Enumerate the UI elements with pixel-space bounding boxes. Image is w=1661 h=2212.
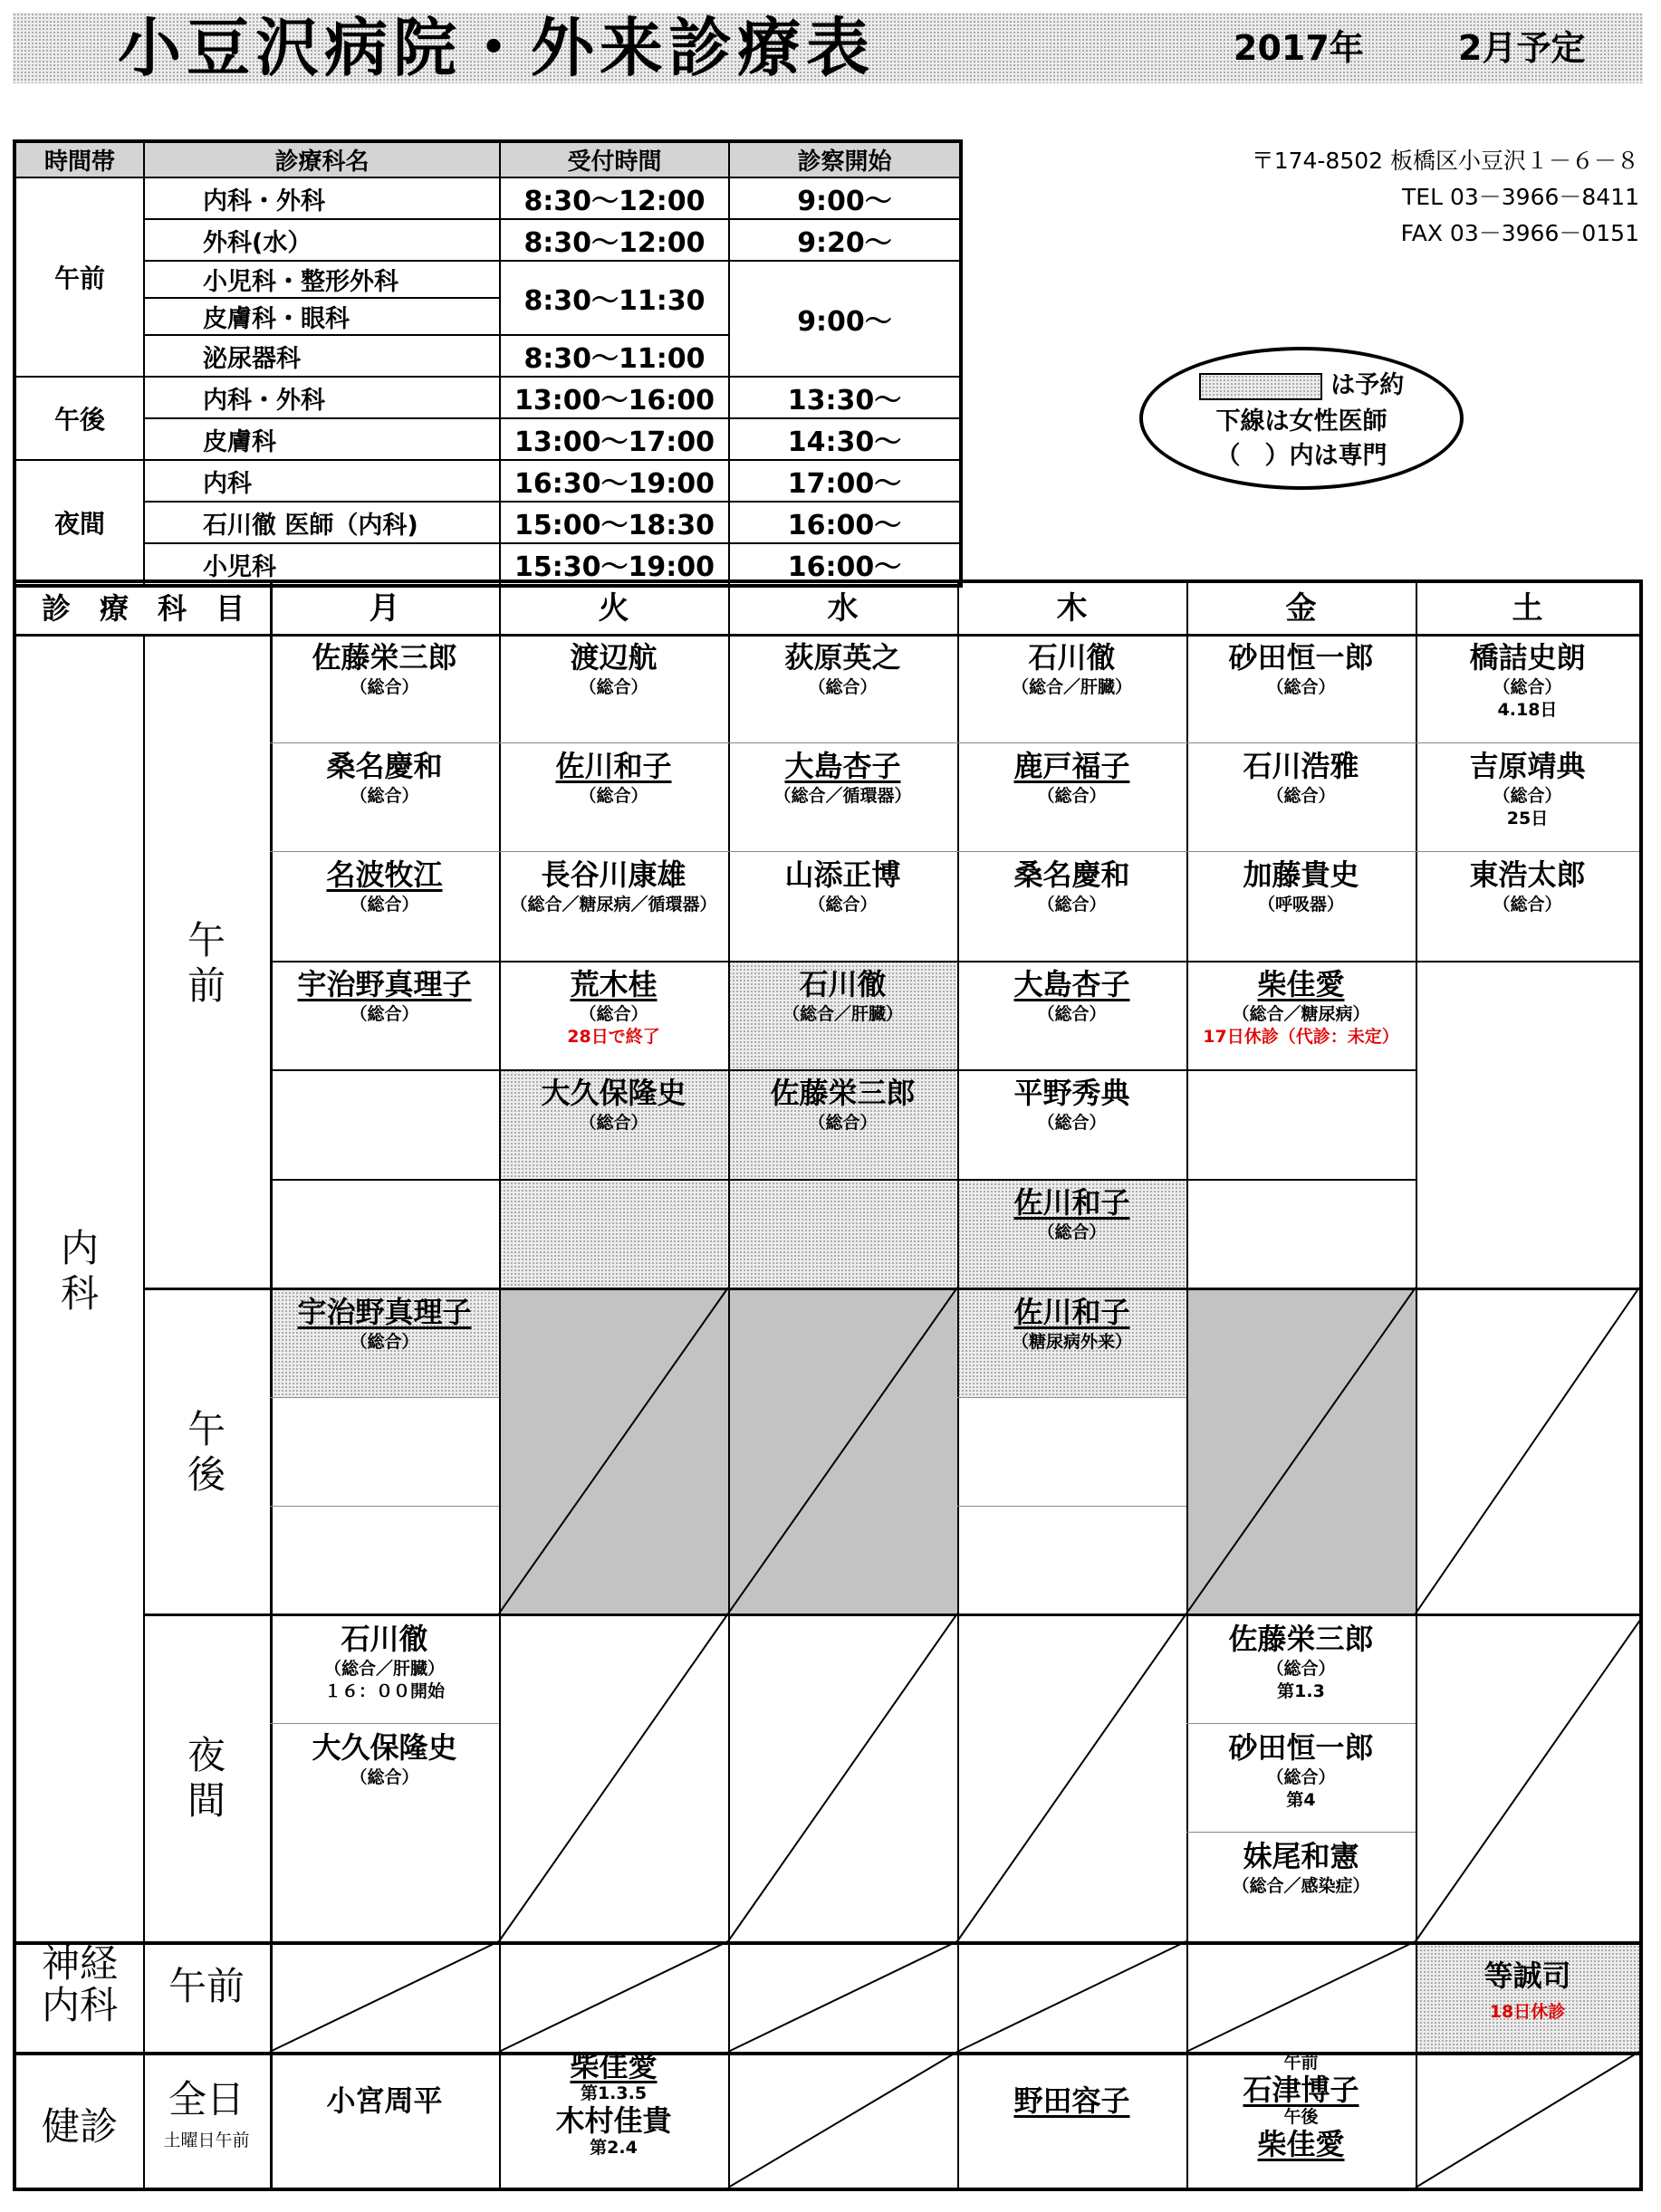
- doctor-cell: [499, 2050, 728, 2159]
- doctor-cell: [499, 966, 728, 1048]
- band-afternoon: 午後: [14, 377, 144, 460]
- row-separator: [1186, 1723, 1416, 1724]
- doctor-name: 等誠司: [1483, 1958, 1571, 1993]
- day-header-wed: 水: [827, 590, 859, 627]
- doctor-cell: [1186, 1621, 1416, 1702]
- reception-time: 15:00～18:30: [500, 502, 729, 543]
- doctor-specialty: （総合）: [1493, 786, 1562, 806]
- doctor-cell: [1186, 857, 1416, 916]
- doctor-cell: [728, 966, 957, 1026]
- doctor-name: 大久保隆史: [541, 1076, 686, 1110]
- doctor-note: 25日: [1506, 809, 1549, 828]
- diagonal-line: [270, 1941, 499, 2052]
- doctor-name: 大久保隆史: [312, 1730, 457, 1765]
- schedule-grid: [13, 579, 1643, 2191]
- page-title: 小豆沢病院・外来診療表: [118, 11, 875, 85]
- day-col-line: [499, 583, 501, 2188]
- day-col-line: [728, 583, 730, 2188]
- row-separator: [270, 1506, 499, 1507]
- legend-dotted-swatch: [1199, 373, 1322, 400]
- row-separator: [270, 851, 1639, 852]
- doctor-cell: [499, 639, 728, 699]
- dept-cell: 内科: [144, 460, 500, 502]
- doctor-time-label: 午前: [1283, 2053, 1319, 2073]
- doctor-cell: [957, 1075, 1186, 1135]
- reception-time: 8:30～12:00: [500, 219, 729, 261]
- day-header-thu: 木: [1056, 590, 1088, 627]
- doctor-name: 小宮周平: [326, 2083, 443, 2118]
- row-line: [728, 1069, 957, 1071]
- doctor-cell: [728, 748, 957, 808]
- doctor-cell: [270, 1729, 499, 1789]
- doctor-cell: [1186, 1729, 1416, 1811]
- doctor-specialty: （総合）: [579, 786, 648, 806]
- doctor-cell: [1186, 639, 1416, 699]
- doctor-name: 桑名慶和: [326, 749, 443, 783]
- start-time: 17:00～: [729, 460, 961, 502]
- legend-ellipse: [1139, 347, 1464, 490]
- day-header-fri: 金: [1285, 590, 1317, 627]
- doctor-specialty: （総合）: [1266, 1767, 1336, 1787]
- doctor-name: 野田容子: [1013, 2083, 1130, 2118]
- allday-label: 全日: [168, 2077, 245, 2121]
- closed-slot-diagonals: [16, 583, 1639, 2188]
- day-col-line: [270, 583, 273, 2188]
- header-bottom-line: [16, 634, 1639, 637]
- doctor-name: 佐藤栄三郎: [312, 640, 457, 675]
- doctor-cell: [957, 966, 1186, 1026]
- dept-cell: 外科(水）: [144, 219, 500, 261]
- doctor-name: 石川徹: [341, 1622, 428, 1656]
- doctor-specialty: （総合）: [350, 1767, 419, 1787]
- tel-number: TEL 03－3966－8411: [1402, 184, 1639, 210]
- doctor-name: 桑名慶和: [1013, 857, 1130, 892]
- dept-cell: 皮膚科: [144, 418, 500, 460]
- dept-cell: 小児科・整形外科: [144, 261, 500, 298]
- doctor-specialty: （総合）: [579, 1113, 648, 1133]
- band-morning: 午前: [14, 177, 144, 377]
- postal-address: 〒174-8502 板橋区小豆沢１－６－８: [1251, 148, 1639, 174]
- reception-hours-table: [13, 139, 963, 588]
- doctor-cell: [499, 1075, 728, 1135]
- doctor-cell: [1416, 1958, 1639, 2023]
- start-time: 16:00～: [729, 543, 961, 586]
- legend-underline-text: 下線は女性医師: [1215, 407, 1387, 436]
- doctor-name: 山添正博: [784, 857, 901, 892]
- dept-cell: 石川徹 医師（内科): [144, 502, 500, 543]
- doctor-cell: [270, 1294, 499, 1354]
- doctor-specialty: （総合）: [1266, 1659, 1336, 1679]
- doctor-name: 砂田恒一郎: [1228, 640, 1374, 675]
- doctor-name: 加藤貴史: [1243, 857, 1359, 892]
- doctor-cell: [499, 748, 728, 808]
- doctor-name: 柴佳愛: [1257, 2127, 1345, 2161]
- diagonal-line: [957, 1941, 1186, 2052]
- reception-time: 8:30～11:00: [500, 335, 729, 377]
- col-header: 診療科名: [144, 141, 500, 177]
- month-label: 2月予定: [1458, 28, 1586, 68]
- diagonal-line: [1416, 1288, 1639, 1614]
- row-separator: [1186, 1832, 1416, 1833]
- naika-label: 内 科: [60, 1226, 99, 1316]
- doctor-specialty: （総合）: [1037, 1222, 1107, 1242]
- doctor-name: 石川徹: [799, 967, 887, 1001]
- doctor-specialty: （総合）: [1037, 1113, 1107, 1133]
- diagonal-line: [728, 1941, 957, 2052]
- doctor-specialty: （総合）: [1266, 786, 1336, 806]
- row-line: [1416, 961, 1639, 962]
- kenshin-label: 健診: [41, 2104, 118, 2149]
- doctor-note: 第2.4: [590, 2138, 638, 2158]
- diagonal-line: [1416, 1614, 1639, 1941]
- start-time: 16:00～: [729, 502, 961, 543]
- row-line: [957, 1069, 1186, 1071]
- day-header-tue: 火: [598, 590, 629, 627]
- doctor-name: 大島杏子: [784, 749, 901, 783]
- dept-cell: 小児科: [144, 543, 500, 586]
- address-block: [1214, 143, 1639, 252]
- doctor-name: 橋詰史朗: [1469, 640, 1586, 675]
- start-time: 9:00～: [729, 261, 961, 377]
- doctor-note: 第4: [1286, 1790, 1316, 1810]
- doctor-name: 柴佳愛: [1257, 967, 1345, 1001]
- doctor-name: 荻原英之: [784, 640, 901, 675]
- band-night: 夜間: [14, 460, 144, 586]
- doctor-specialty: （総合／糖尿病／循環器）: [510, 895, 717, 914]
- diagonal-line: [1186, 1288, 1416, 1614]
- doctor-specialty: （総合）: [1493, 895, 1562, 914]
- doctor-specialty: （総合）: [350, 1332, 419, 1352]
- allday-note: 土曜日午前: [163, 2131, 250, 2150]
- col-header: 受付時間: [500, 141, 729, 177]
- row-line: [499, 1069, 728, 1071]
- doctor-cell: [957, 639, 1186, 699]
- doctor-cell: [270, 639, 499, 699]
- row-separator: [957, 1506, 1186, 1507]
- doctor-cell: [728, 639, 957, 699]
- doctor-cell: [957, 2083, 1186, 2119]
- doctor-note: 第1.3.5: [580, 2083, 648, 2103]
- doctor-name: 大島杏子: [1013, 967, 1130, 1001]
- naika-bottom-line: [16, 1941, 1639, 1945]
- reception-time: 8:30～12:00: [500, 177, 729, 219]
- doctor-cell: [1416, 857, 1639, 916]
- doctor-cell: [957, 748, 1186, 808]
- doctor-name: 佐藤栄三郎: [770, 1076, 916, 1110]
- doctor-name: 荒木桂: [570, 967, 658, 1001]
- doctor-specialty: （総合）: [808, 895, 878, 914]
- doctor-specialty: （総合）: [350, 1004, 419, 1024]
- diagonal-line: [1416, 2052, 1639, 2188]
- reception-time: 13:00～17:00: [500, 418, 729, 460]
- diagonal-line: [499, 1941, 728, 2052]
- row-separator: [270, 742, 1639, 743]
- am-label: 午 前: [187, 918, 226, 1008]
- doctor-name: 吉原靖典: [1469, 749, 1586, 783]
- doctor-name: 木村佳貴: [555, 2103, 672, 2138]
- doctor-note: 第1.3: [1277, 1681, 1325, 1701]
- pm-label: 午 後: [187, 1407, 226, 1497]
- doctor-cell: [1186, 748, 1416, 808]
- diagonal-line: [728, 1614, 957, 1941]
- reception-time: 13:00～16:00: [500, 377, 729, 418]
- row-separator: [270, 1397, 499, 1398]
- doctor-cell: [270, 1621, 499, 1702]
- dept-header: 診 療 科 目: [41, 591, 245, 626]
- doctor-specialty: （総合）: [1037, 786, 1107, 806]
- doctor-name: 佐川和子: [1013, 1295, 1130, 1329]
- doctor-specialty: （総合）: [350, 677, 419, 697]
- row-separator: [957, 1397, 1186, 1398]
- doctor-name: 砂田恒一郎: [1228, 1730, 1374, 1765]
- day-col-line: [1186, 583, 1188, 2188]
- doctor-specialty: （総合）: [579, 1004, 648, 1024]
- diagonal-line: [1186, 1941, 1416, 2052]
- dept-cell: 泌尿器科: [144, 335, 500, 377]
- diagonal-line: [499, 1614, 728, 1941]
- start-time: 9:00～: [729, 177, 961, 219]
- doctor-name: 平野秀典: [1013, 1076, 1130, 1110]
- row-separator: [270, 1723, 499, 1724]
- doctor-name: 東浩太郎: [1469, 857, 1586, 892]
- doctor-cell: [957, 857, 1186, 916]
- doctor-specialty: （総合／肝臓）: [323, 1659, 445, 1679]
- dept-cell: 内科・外科: [144, 377, 500, 418]
- doctor-name: 石津博子: [1243, 2073, 1359, 2107]
- doctor-name: 渡辺航: [570, 640, 658, 675]
- diagonal-line: [728, 2052, 957, 2188]
- doctor-specialty: （呼吸器）: [1257, 895, 1344, 914]
- doctor-specialty: （総合／肝臓）: [1011, 677, 1132, 697]
- legend-reserve-line: [1143, 365, 1460, 400]
- doctor-specialty: （総合）: [808, 1113, 878, 1133]
- fax-number: FAX 03－3966－0151: [1400, 220, 1639, 246]
- dept-cell: 皮膚科・眼科: [144, 298, 500, 335]
- doctor-cell: [728, 1075, 957, 1135]
- doctor-specialty: （総合）: [1266, 677, 1336, 697]
- day-header-sat: 土: [1512, 590, 1543, 627]
- doctor-note: １６：００開始: [323, 1681, 445, 1701]
- start-time: 14:30～: [729, 418, 961, 460]
- doctor-cell: [1186, 2052, 1416, 2160]
- dept-cell: 内科・外科: [144, 177, 500, 219]
- col-header: 診察開始: [729, 141, 961, 177]
- legend-paren-text: （ ）内は専門: [1215, 442, 1387, 470]
- reception-time: 16:30～19:00: [500, 460, 729, 502]
- doctor-name: 名波牧江: [326, 857, 443, 892]
- doctor-name: 妹尾和憲: [1243, 1839, 1359, 1873]
- doctor-name: 宇治野真理子: [297, 967, 472, 1001]
- start-time: 9:20～: [729, 219, 961, 261]
- doctor-specialty: （糖尿病外来）: [1011, 1332, 1132, 1352]
- doctor-cell: [499, 857, 728, 916]
- doctor-cell: [270, 748, 499, 808]
- doctor-cell: [728, 857, 957, 916]
- doctor-cell: [1416, 748, 1639, 829]
- start-time: 13:30～: [729, 377, 961, 418]
- doctor-specialty: （総合）: [1037, 1004, 1107, 1024]
- doctor-note: 18日休診: [1489, 2002, 1566, 2022]
- doctor-specialty: （総合／肝臓）: [782, 1004, 903, 1024]
- doctor-name: 鹿戸福子: [1013, 749, 1130, 783]
- doctor-specialty: （総合）: [808, 677, 878, 697]
- diagonal-line: [957, 1614, 1186, 1941]
- day-header-mon: 月: [369, 590, 400, 627]
- doctor-specialty: （総合／感染症）: [1232, 1876, 1370, 1896]
- doctor-specialty: （総合）: [1493, 677, 1562, 697]
- doctor-name: 柴佳愛: [570, 2049, 658, 2083]
- doctor-specialty: （総合）: [350, 895, 419, 914]
- doctor-name: 佐川和子: [1013, 1185, 1130, 1220]
- doctor-specialty: （総合）: [1037, 895, 1107, 914]
- doctor-cell: [1416, 639, 1639, 721]
- reception-time: 8:30～11:30: [500, 261, 729, 335]
- doctor-specialty: （総合）: [579, 677, 648, 697]
- shinkei-am-label: 午前: [168, 1964, 245, 2008]
- doctor-specialty: （総合／糖尿病）: [1232, 1004, 1370, 1024]
- doctor-cell: [1186, 966, 1416, 1048]
- diagonal-line: [499, 1288, 728, 1614]
- doctor-name: 佐川和子: [555, 749, 672, 783]
- doctor-name: 石川徹: [1028, 640, 1116, 675]
- doctor-note: 4.18日: [1497, 700, 1558, 720]
- shinkei-label: 神経 内科: [41, 1941, 118, 2027]
- legend-reserve-text: は予約: [1330, 371, 1405, 399]
- doctor-time-label: 午後: [1283, 2107, 1319, 2127]
- doctor-cell: [957, 1294, 1186, 1354]
- year-label: 2017年: [1234, 28, 1364, 68]
- doctor-name: 宇治野真理子: [297, 1295, 472, 1329]
- doctor-specialty: （総合／循環器）: [773, 786, 912, 806]
- night-label: 夜 間: [187, 1733, 226, 1823]
- doctor-name: 石川浩雅: [1243, 749, 1359, 783]
- doctor-cell: [1186, 1838, 1416, 1898]
- doctor-cell: [270, 2083, 499, 2119]
- doctor-cell: [957, 1184, 1186, 1244]
- row-line: [270, 1179, 1416, 1181]
- doctor-name: 長谷川康雄: [541, 857, 686, 892]
- doctor-note: 17日休診（代診：未定）: [1203, 1027, 1399, 1047]
- doctor-cell: [270, 857, 499, 916]
- col-header: 時間帯: [14, 141, 144, 177]
- reception-time: 15:30～19:00: [500, 543, 729, 586]
- doctor-specialty: （総合）: [350, 786, 419, 806]
- day-col-line: [957, 583, 959, 2188]
- row-line: [270, 961, 1416, 962]
- doctor-note: 28日で終了: [567, 1027, 660, 1047]
- doctor-cell: [270, 966, 499, 1026]
- doctor-name: 佐藤栄三郎: [1228, 1622, 1374, 1656]
- diagonal-line: [728, 1288, 957, 1614]
